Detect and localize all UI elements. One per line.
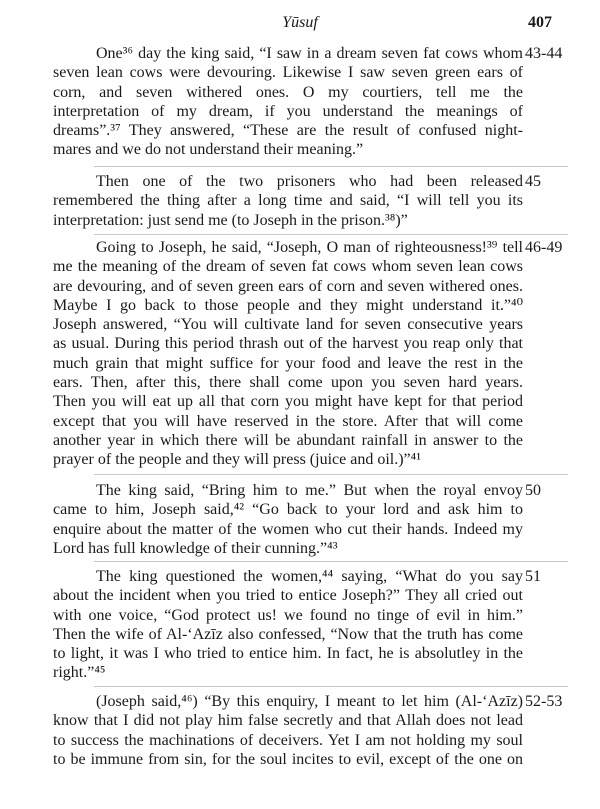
text-line: to light, it was I who tried to entice him. In fact, he is absolutley in the xyxy=(53,645,523,663)
paragraph-divider xyxy=(94,166,568,167)
paragraph-divider xyxy=(94,234,568,235)
text-line: Joseph answered, “You will cultivate land for seven consecutive years xyxy=(53,316,523,334)
paragraph xyxy=(53,481,523,558)
text-line: Going to Joseph, he said, “Joseph, O man of righteousness!³⁹ tell xyxy=(96,239,523,256)
text-line: interpretation: just send me (to Joseph in the prison.³⁸)” xyxy=(53,211,408,229)
text-line: Maybe I go back to those people and they might understand it.”⁴⁰ xyxy=(53,296,523,314)
text-line: ears. Then, after this, there shall come upon you seven hard years. xyxy=(53,374,523,392)
paragraph xyxy=(53,567,523,683)
text-line: enquire about the matter of the women who cut their hands. Indeed my xyxy=(53,520,523,538)
text-line: interpretation of my dream, if you understand the meanings of xyxy=(53,102,523,120)
text-line: corn, and seven withered ones. O my courtiers, tell me the xyxy=(53,83,523,101)
text-line: except that you will have reserved in the store. After that will come xyxy=(53,412,523,430)
paragraph-divider xyxy=(94,686,568,687)
text-line: prayer of the people and they will press (juice and oil.)”⁴¹ xyxy=(53,451,422,469)
page-number: 407 xyxy=(528,14,552,31)
text-line: (Joseph said,⁴⁶) “By this enquiry, I meant to let him (Al-‘Azīz) xyxy=(96,693,523,710)
verse-reference: 50 xyxy=(525,482,541,499)
text-line: remembered the thing after a long time and said, “I will tell you its xyxy=(53,192,523,210)
text-line: another year in which there will be abundant rainfall in answer to the xyxy=(53,431,523,449)
verse-reference: 45 xyxy=(525,173,541,190)
paragraph-divider xyxy=(94,474,568,475)
verse-reference: 51 xyxy=(525,568,541,585)
text-line: The king questioned the women,⁴⁴ saying, “What do you say xyxy=(96,568,523,585)
text-line: much grain that might suffice for your food and leave the rest in the xyxy=(53,354,523,372)
text-line: Then you will eat up all that corn you might have kept for that period xyxy=(53,393,523,411)
text-line: dreams”.³⁷ They answered, “These are the result of confused night- xyxy=(53,122,523,140)
text-line: to success the machinations of deceivers. Yet I am not holding my soul xyxy=(53,731,523,749)
paragraph xyxy=(53,692,523,769)
text-line: with one voice, “God protect us! we found no tinge of evil in him.” xyxy=(53,606,523,624)
text-line: mares and we do not understand their meaning.” xyxy=(53,141,364,159)
text-line: about the incident when you tried to entice Joseph?” They all cried out xyxy=(53,587,523,605)
text-line: to be immune from sin, for the soul incites to evil, except of the one on xyxy=(53,750,523,768)
text-line: are devouring, and of seven green ears of corn and seven withered ones. xyxy=(53,277,523,295)
paragraph xyxy=(53,238,523,470)
text-line: Then the wife of Al-‘Azīz also confessed, “Now that the truth has come xyxy=(53,625,523,643)
paragraph xyxy=(53,44,523,160)
verse-reference: 43-44 xyxy=(525,45,563,62)
text-line: me the meaning of the dream of seven fat cows whom seven lean cows xyxy=(53,258,523,276)
text-line: Lord has full knowledge of their cunning.”⁴³ xyxy=(53,539,338,557)
paragraph xyxy=(53,172,523,230)
text-line: as usual. During this period thrash out of the harvest you reap only that xyxy=(53,335,523,353)
text-line: right.”⁴⁵ xyxy=(53,664,106,682)
text-line: know that I did not play him false secretly and that Allah does not lead xyxy=(53,712,523,730)
text-line: seven lean cows were devouring. Likewise I saw seven green ears of xyxy=(53,64,523,82)
verse-reference: 52-53 xyxy=(525,693,563,710)
text-line: The king said, “Bring him to me.” But when the royal envoy xyxy=(96,482,523,499)
text-line: One³⁶ day the king said, “I saw in a dream seven fat cows whom xyxy=(96,45,523,62)
text-line: Then one of the two prisoners who had been released xyxy=(96,173,523,190)
verse-reference: 46-49 xyxy=(525,239,563,256)
paragraph-divider xyxy=(94,561,568,562)
text-line: came to him, Joseph said,⁴² “Go back to your lord and ask him to xyxy=(53,501,523,519)
running-title: Yūsuf xyxy=(282,14,318,31)
